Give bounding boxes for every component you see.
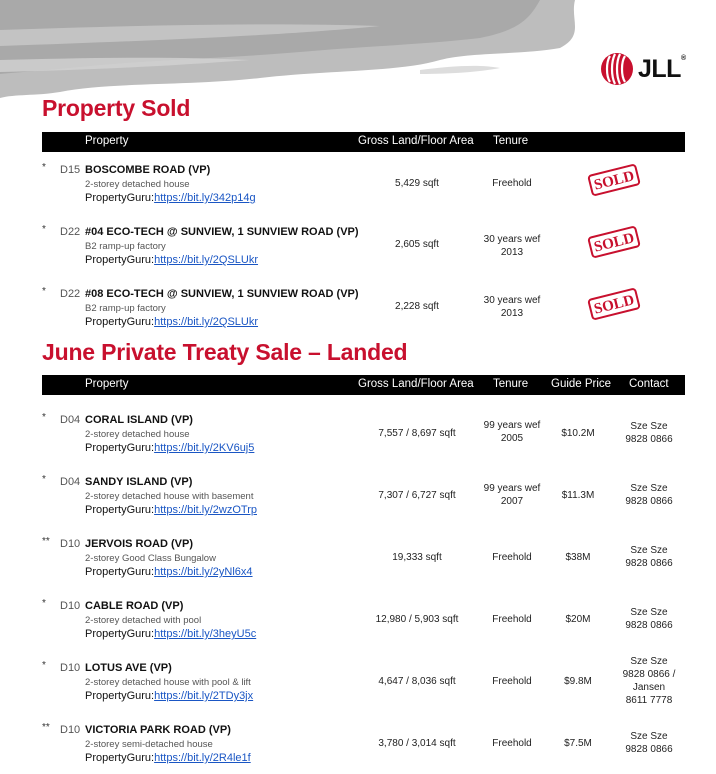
propertyguru-line: PropertyGuru:https://bit.ly/2QSLUkr	[85, 316, 259, 328]
propertyguru-line: PropertyGuru:https://bit.ly/2R4le1f	[85, 752, 251, 764]
area-value: 4,647 / 8,036 sqft	[378, 676, 456, 687]
property-name: LOTUS AVE (VP)	[85, 662, 172, 674]
property-desc: 2-storey Good Class Bungalow	[85, 553, 216, 564]
area-value: 19,333 sqft	[392, 552, 442, 563]
sold-table-header	[42, 132, 685, 152]
section-title-private-treaty: June Private Treaty Sale – Landed	[42, 339, 408, 365]
contact-info: Sze Sze 9828 0866	[625, 731, 673, 755]
propertyguru-link[interactable]: https://bit.ly/342p14g	[154, 192, 256, 204]
propertyguru-link[interactable]: https://bit.ly/2TDy3jx	[154, 690, 254, 702]
section-title-property-sold: Property Sold	[42, 95, 191, 121]
tenure-value: Freehold	[492, 178, 532, 189]
header-area: Gross Land/Floor Area	[358, 378, 474, 390]
sold-stamp-icon	[584, 162, 644, 198]
property-desc: 2-storey semi-detached house	[85, 739, 213, 750]
guide-price: $20M	[565, 614, 591, 625]
propertyguru-link[interactable]: https://bit.ly/2yNl6x4	[154, 566, 253, 578]
tenure-value: Freehold	[492, 552, 532, 563]
header-contact: Contact	[629, 378, 669, 390]
guide-price: $38M	[565, 552, 591, 563]
district-code: D22	[60, 288, 81, 300]
tenure-value: 99 years wef 2005	[483, 420, 541, 444]
jll-logo	[600, 52, 686, 86]
tenure-value: 30 years wef 2013	[483, 234, 541, 258]
district-code: D10	[60, 662, 81, 674]
propertyguru-link[interactable]: https://bit.ly/3heyU5c	[154, 628, 257, 640]
propertyguru-link[interactable]: https://bit.ly/2R4le1f	[154, 752, 251, 764]
area-value: 3,780 / 3,014 sqft	[378, 738, 456, 749]
district-code: D04	[60, 414, 81, 426]
property-desc: B2 ramp-up factory	[85, 303, 166, 314]
header-guide-price: Guide Price	[551, 378, 612, 390]
header-area: Gross Land/Floor Area	[358, 135, 474, 147]
property-name: VICTORIA PARK ROAD (VP)	[85, 724, 231, 736]
svg-text:SOLD: SOLD	[592, 168, 637, 194]
property-desc: 2-storey detached house	[85, 429, 190, 440]
area-value: 7,557 / 8,697 sqft	[378, 428, 456, 439]
district-code: D10	[60, 724, 81, 736]
propertyguru-link[interactable]: https://bit.ly/2KV6uj5	[154, 442, 255, 454]
tenure-value: Freehold	[492, 614, 532, 625]
svg-text:SOLD: SOLD	[592, 230, 637, 256]
svg-text:SOLD: SOLD	[592, 292, 637, 318]
property-name: BOSCOMBE ROAD (VP)	[85, 164, 211, 176]
propertyguru-line: PropertyGuru:https://bit.ly/2TDy3jx	[85, 690, 254, 702]
property-name: JERVOIS ROAD (VP)	[85, 538, 193, 550]
contact-info: Sze Sze 9828 0866	[625, 483, 673, 507]
tenure-value: Freehold	[492, 676, 532, 687]
property-name: #08 ECO-TECH @ SUNVIEW, 1 SUNVIEW ROAD (VP)	[85, 288, 359, 300]
area-value: 2,605 sqft	[395, 239, 439, 250]
district-code: D04	[60, 476, 81, 488]
propertyguru-link[interactable]: https://bit.ly/2QSLUkr	[154, 254, 259, 266]
propertyguru-link[interactable]: https://bit.ly/2wzOTrp	[154, 504, 257, 516]
jll-logo-text: JLL®	[638, 54, 686, 83]
header-property: Property	[85, 135, 129, 147]
property-desc: 2-storey detached with pool	[85, 615, 202, 626]
propertyguru-line: PropertyGuru:https://bit.ly/2yNl6x4	[85, 566, 253, 578]
tenure-value: 99 years wef 2007	[483, 483, 541, 507]
property-name: CORAL ISLAND (VP)	[85, 414, 193, 426]
property-desc: B2 ramp-up factory	[85, 241, 166, 252]
district-code: D10	[60, 538, 81, 550]
guide-price: $10.2M	[561, 428, 595, 439]
guide-price: $7.5M	[564, 738, 592, 749]
property-name: #04 ECO-TECH @ SUNVIEW, 1 SUNVIEW ROAD (VP)	[85, 226, 359, 238]
property-desc: 2-storey detached house	[85, 179, 190, 190]
treaty-table-header	[42, 375, 685, 395]
district-code: D15	[60, 164, 81, 176]
sold-stamp-icon	[584, 286, 644, 322]
district-code: D22	[60, 226, 81, 238]
area-value: 7,307 / 6,727 sqft	[378, 490, 456, 501]
tenure-value: 30 years wef 2013	[483, 295, 541, 319]
contact-info: Sze Sze 9828 0866	[625, 421, 673, 445]
jll-logo-icon	[600, 52, 634, 86]
tenure-value: Freehold	[492, 738, 532, 749]
propertyguru-line: PropertyGuru:https://bit.ly/2wzOTrp	[85, 504, 257, 516]
area-value: 5,429 sqft	[395, 178, 439, 189]
propertyguru-line: PropertyGuru:https://bit.ly/3heyU5c	[85, 628, 257, 640]
propertyguru-line: PropertyGuru:https://bit.ly/2QSLUkr	[85, 254, 259, 266]
propertyguru-line: PropertyGuru:https://bit.ly/2KV6uj5	[85, 442, 255, 454]
property-desc: 2-storey detached house with basement	[85, 491, 254, 502]
propertyguru-link[interactable]: https://bit.ly/2QSLUkr	[154, 316, 259, 328]
sold-stamp-icon	[584, 224, 644, 260]
propertyguru-line: PropertyGuru:https://bit.ly/342p14g	[85, 192, 256, 204]
property-desc: 2-storey detached house with pool & lift	[85, 677, 251, 688]
contact-info: Sze Sze 9828 0866 / Jansen 8611 7778	[622, 656, 676, 706]
contact-info: Sze Sze 9828 0866	[625, 545, 673, 569]
area-value: 12,980 / 5,903 sqft	[375, 614, 459, 625]
contact-info: Sze Sze 9828 0866	[625, 607, 673, 631]
district-code: D10	[60, 600, 81, 612]
guide-price: $9.8M	[564, 676, 592, 687]
property-name: CABLE ROAD (VP)	[85, 600, 184, 612]
header-tenure: Tenure	[493, 135, 529, 147]
header-tenure: Tenure	[493, 378, 529, 390]
property-name: SANDY ISLAND (VP)	[85, 476, 193, 488]
guide-price: $11.3M	[561, 490, 595, 501]
area-value: 2,228 sqft	[395, 301, 439, 312]
header-property: Property	[85, 378, 129, 390]
